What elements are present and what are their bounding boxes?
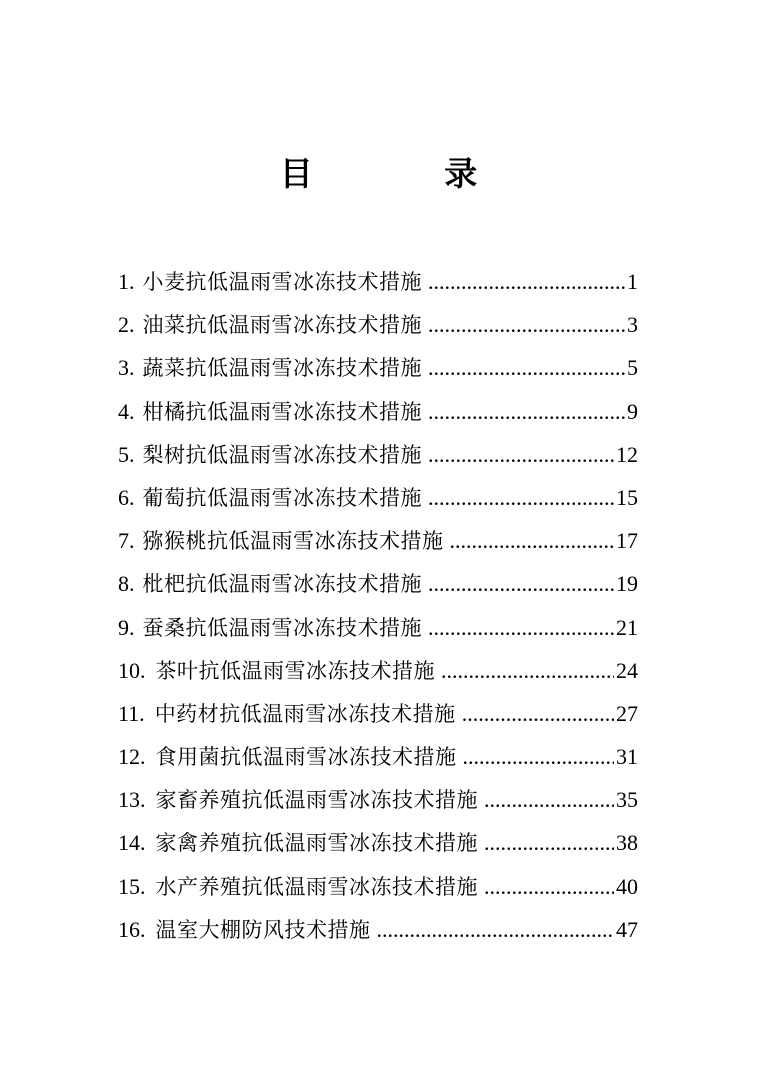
toc-entry[interactable]	[118, 784, 638, 827]
toc-dot-leader	[484, 874, 614, 900]
toc-entry-title: 梨树抗低温雨雪冰冻技术措施	[142, 442, 422, 467]
toc-entry-number: 6.	[118, 484, 135, 510]
toc-entry-number: 2.	[118, 312, 135, 338]
toc-entry-page: 5	[627, 355, 638, 381]
toc-entry-title: 家禽养殖抗低温雨雪冰冻技术措施	[155, 831, 478, 856]
toc-entry-title: 家畜养殖抗低温雨雪冰冻技术措施	[155, 788, 478, 813]
toc-entry-title: 中药材抗低温雨雪冰冻技术措施	[154, 701, 456, 726]
toc-entry-page: 38	[616, 830, 638, 856]
toc-dot-leader	[450, 528, 615, 554]
toc-entry[interactable]	[118, 352, 638, 395]
toc-dot-leader	[428, 442, 614, 468]
toc-entry[interactable]	[118, 309, 638, 352]
toc-entry-title: 猕猴桃抗低温雨雪冰冻技术措施	[142, 529, 444, 554]
toc-entry[interactable]	[118, 525, 638, 568]
toc-entry-number: 7.	[118, 528, 135, 554]
toc-entry-title: 蚕桑抗低温雨雪冰冻技术措施	[142, 615, 422, 640]
toc-entry-page: 40	[616, 873, 638, 899]
toc-entry-title: 温室大棚防风技术措施	[155, 917, 371, 942]
toc-entry-title: 蔬菜抗低温雨雪冰冻技术措施	[142, 356, 422, 381]
toc-dot-leader	[428, 571, 614, 597]
toc-dot-leader	[441, 658, 614, 684]
toc-entry-number: 14.	[118, 830, 146, 856]
toc-entry[interactable]	[118, 396, 638, 439]
toc-entry-page: 9	[627, 398, 638, 424]
toc-entry-page: 17	[616, 528, 638, 554]
toc-entry[interactable]	[118, 439, 638, 482]
toc-entry[interactable]	[118, 612, 638, 655]
toc-entry-title: 小麦抗低温雨雪冰冻技术措施	[142, 270, 422, 294]
toc-entry-number: 12.	[118, 744, 146, 770]
toc-entry-page: 27	[616, 700, 638, 726]
toc-entry-page: 31	[616, 744, 638, 770]
toc-entry-page: 1	[627, 269, 638, 294]
toc-entry-number: 16.	[118, 916, 146, 942]
toc-entry-number: 11.	[118, 700, 145, 726]
table-of-contents	[118, 266, 638, 957]
toc-entry-number: 3.	[118, 355, 135, 381]
toc-entry-title: 柑橘抗低温雨雪冰冻技术措施	[142, 399, 422, 424]
toc-entry-number: 4.	[118, 398, 135, 424]
toc-entry-number: 10.	[118, 657, 146, 683]
toc-entry[interactable]	[118, 827, 638, 870]
toc-entry-number: 8.	[118, 571, 135, 597]
toc-entry-title: 茶叶抗低温雨雪冰冻技术措施	[155, 658, 435, 683]
toc-entry[interactable]	[118, 568, 638, 611]
toc-entry-page: 12	[616, 441, 638, 467]
toc-entry-page: 47	[616, 916, 638, 942]
toc-entry-number: 15.	[118, 873, 146, 899]
toc-dot-leader	[428, 355, 625, 381]
toc-dot-leader	[463, 744, 615, 770]
toc-dot-leader	[377, 917, 615, 943]
toc-entry[interactable]	[118, 741, 638, 784]
page-title: 目 录	[279, 154, 538, 193]
toc-entry-number: 9.	[118, 614, 135, 640]
toc-entry[interactable]	[118, 482, 638, 525]
toc-entry-title: 葡萄抗低温雨雪冰冻技术措施	[142, 485, 422, 510]
toc-dot-leader	[428, 615, 614, 641]
toc-entry-title: 油菜抗低温雨雪冰冻技术措施	[142, 313, 422, 338]
toc-dot-leader	[484, 787, 614, 813]
toc-dot-leader	[428, 485, 614, 511]
toc-entry-page: 3	[627, 312, 638, 338]
toc-entry-page: 19	[616, 571, 638, 597]
toc-entry-title: 食用菌抗低温雨雪冰冻技术措施	[155, 745, 457, 770]
toc-entry-number: 5.	[118, 441, 135, 467]
toc-entry[interactable]	[118, 698, 638, 741]
toc-entry-number: 1.	[118, 269, 135, 294]
toc-entry-page: 21	[616, 614, 638, 640]
toc-dot-leader	[462, 701, 614, 727]
toc-entry[interactable]	[118, 266, 638, 309]
toc-dot-leader	[484, 830, 614, 856]
toc-entry-page: 15	[616, 484, 638, 510]
toc-dot-leader	[428, 269, 625, 295]
toc-entry-title: 水产养殖抗低温雨雪冰冻技术措施	[155, 874, 478, 899]
toc-entry-page: 24	[616, 657, 638, 683]
toc-dot-leader	[428, 312, 625, 338]
toc-entry-title: 枇杷抗低温雨雪冰冻技术措施	[142, 572, 422, 597]
toc-dot-leader	[428, 399, 625, 425]
toc-entry-page: 35	[616, 787, 638, 813]
toc-entry[interactable]	[118, 655, 638, 698]
toc-entry-number: 13.	[118, 787, 146, 813]
toc-entry[interactable]	[118, 914, 638, 957]
toc-entry[interactable]	[118, 871, 638, 914]
